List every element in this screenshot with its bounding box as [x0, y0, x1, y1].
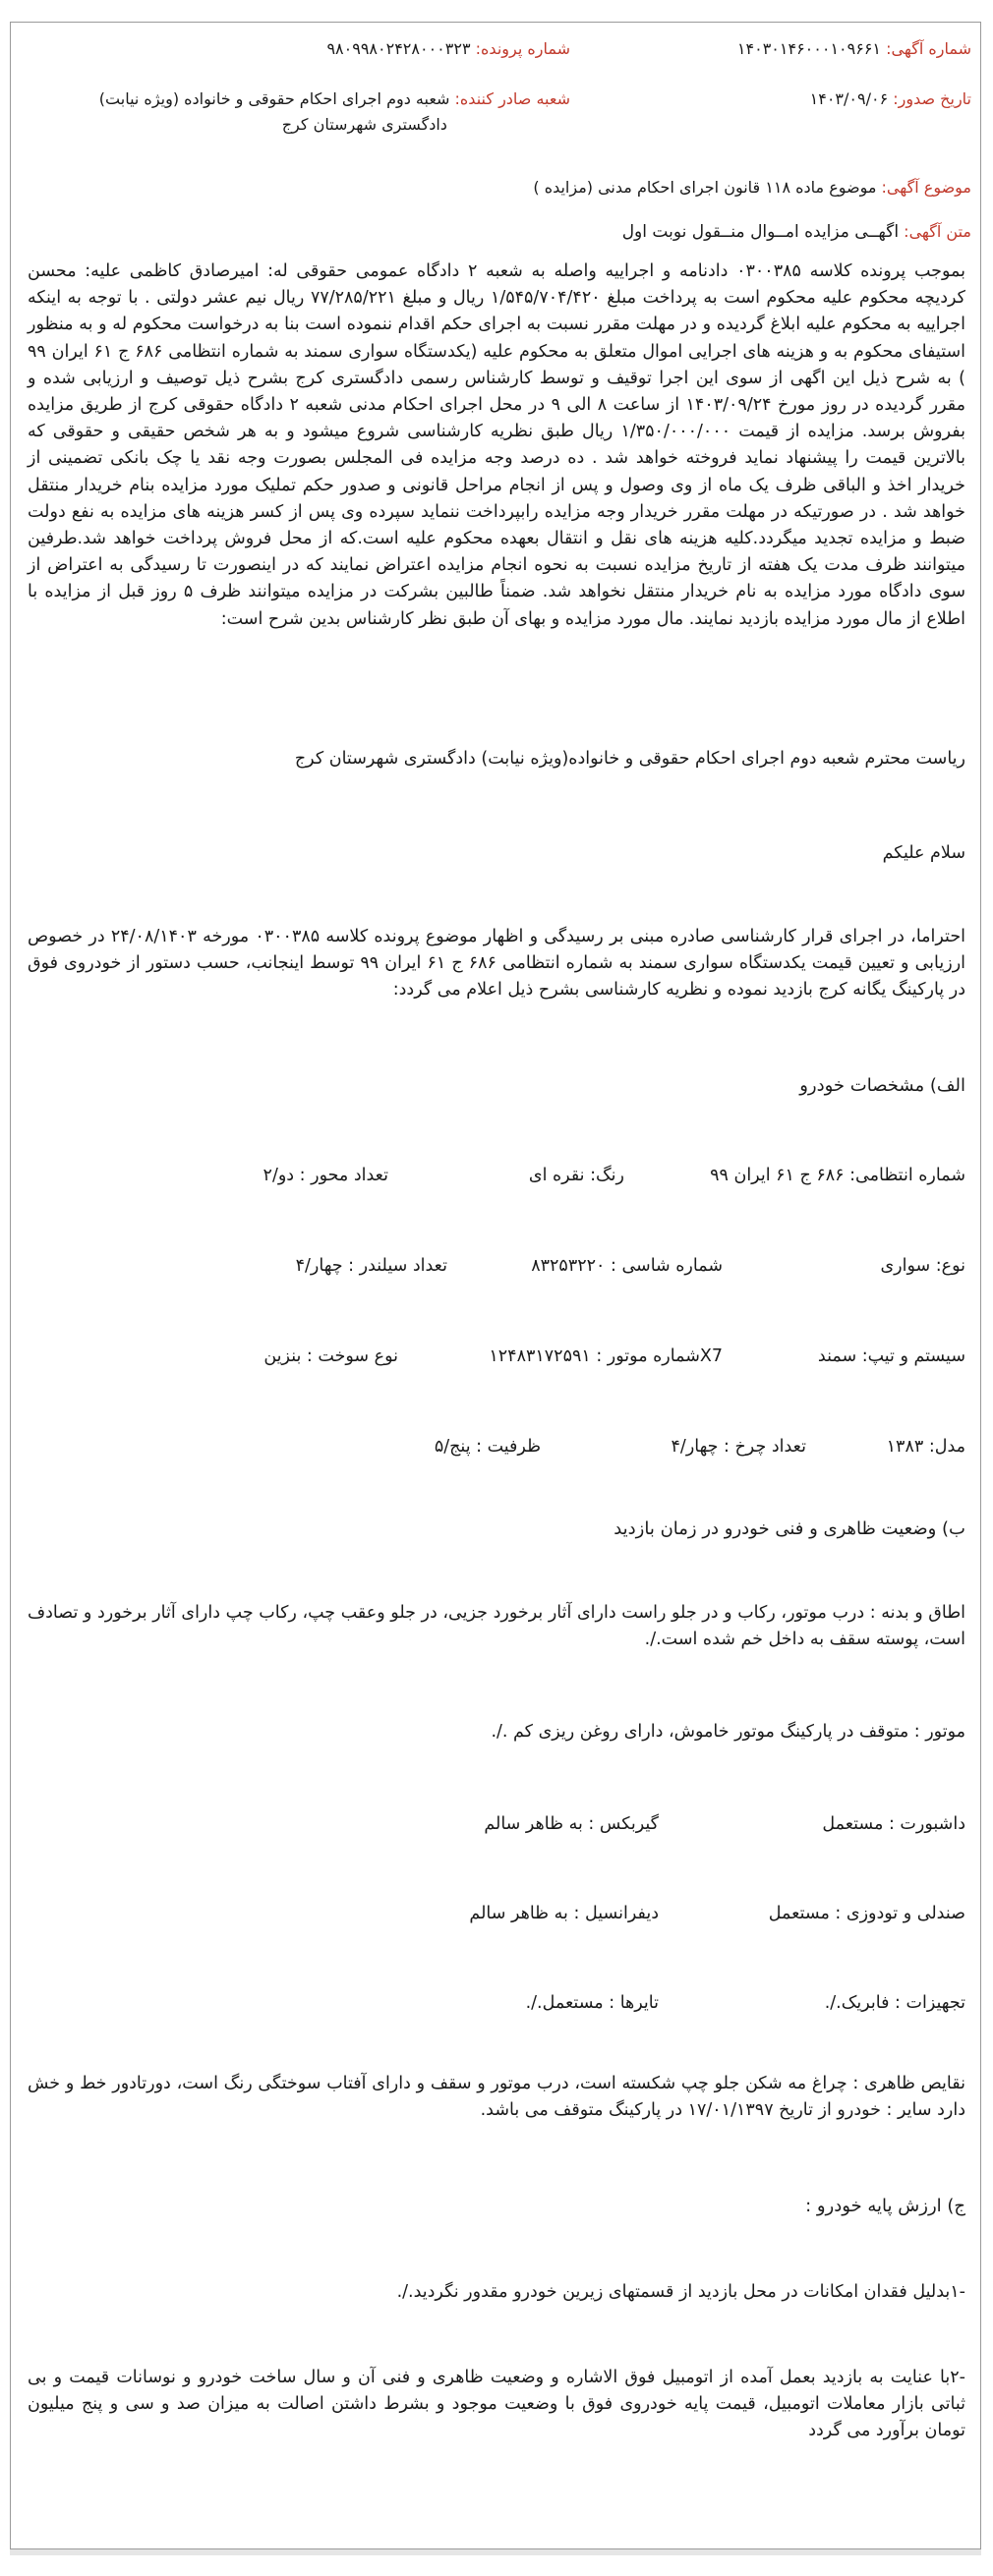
section-b-title: ب) وضعیت ظاهری و فنی خودرو در زمان بازدید: [613, 1518, 965, 1539]
spec-chassis: شماره شاسی : ۸۳۲۵۳۲۲۰: [531, 1256, 723, 1276]
engine-condition: موتور : متوقف در پارکینگ موتور خاموش، دارای روغن ریزی کم ./.: [491, 1722, 965, 1742]
intro-paragraph: احتراما، در اجرای قرار کارشناسی صادره مبنی بر رسیدگی و اظهار موضوع پرونده کلاسه ۰۳۰۰۳۸۵ مورخه ۲۴/۰۸/۱۴۰۳ در خصوص ارزیابی و تعیین قیمت یکدستگاه سواری سمند به شماره انتظامی ۶۸۶ ج ۶۱ ایران ۹۹ توسط اینجانب، حسب دستور از خودروی فوق در پارکینگ یگانه کرج بازدید نموده و نظریه کارشناسی بشرح ذیل اعلام می گردد:: [28, 927, 966, 1001]
issue-date-value: ۱۴۰۳/۰۹/۰۶: [809, 89, 889, 108]
section-a-title: الف) مشخصات خودرو: [799, 1075, 965, 1096]
dashboard-condition: داشبورت : مستعمل: [822, 1814, 965, 1834]
subject-value: موضوع ماده ۱۱۸ قانون اجرای احکام مدنی (مزایده ): [533, 178, 877, 197]
spec-wheels: تعداد چرخ : چهار/۴: [671, 1437, 806, 1457]
spec-type: نوع: سواری: [880, 1256, 965, 1276]
equipment-condition: تجهیزات : فابریک./.: [824, 1993, 965, 2013]
document-bottom-bar: [10, 2549, 981, 2555]
spec-capacity: ظرفیت : پنج/۵: [434, 1437, 541, 1457]
body-paragraph: بموجب پرونده کلاسه ۰۳۰۰۳۸۵ دادنامه و اجراییه واصله به شعبه ۲ دادگاه عمومی حقوقی له: امیرصادق کاظمی علیه: محسن کردیچه محکوم علیه محکوم است به پرداخت مبلغ ۱/۵۴۵/۷۰۴/۴۲۰ ریال و مبلغ ۷۷/۲۸۵/۲۲۱ ریال نیم عشر دولتی . با توجه به اینکه اجراییه به محکوم علیه ابلاغ گردیده و در مهلت مقرر نسبت به اجرای حکم اقدام ننموده است بنا به درخواست محکوم له و به منظور استیفای محکوم به و هزینه های اجرایی اموال متعلق به محکوم علیه (یکدستگاه سواری سمند به شماره انتظامی ۶۸۶ ج ۶۱ ایران ۹۹ ) به شرح ذیل این اگهی از سوی این اجرا توقیف و توسط کارشناس رسمی دادگستری کرج بشرح ذیل توصیف و ارزیابی شده و مقرر گردیده در روز مورخ ۱۴۰۳/۰۹/۲۴ از ساعت ۸ الی ۹ در محل اجرای احکام مدنی شعبه ۲ دادگاه حقوقی کرج از طریق مزایده بفروش برسد. مزایده از قیمت ۱/۳۵۰/۰۰۰/۰۰۰ ریال طبق نظریه کارشناسی شروع میشود و به هر شخص حقیقی و حقوقی که بالاترین قیمت را پیشنهاد نماید فروخته خواهد شد . ده درصد وجه مزایده فی المجلس بصورت وجه نقد یا چک بانکی تضمینی از خریدار اخذ و الباقی ظرف یک ماه از وی وصول و پس از انجام مراحل قانونی و صدور حکم تملیک مورد مزایده بنام خریدار منتقل خواهد شد . در صورتیکه در مهلت مقرر خریدار وجه مزایده رابپرداخت ننماید سپرده وی پس از کسر هزینه های مزایده به نفع دولت ضبط و مزایده تجدید میگردد.کلیه هزینه های نقل و انتقال بعهده محکوم علیه است.که از محل فروش پرداخت خواهد شد.طرفین میتوانند ظرف مدت یک هفته از تاریخ مزایده نسبت به نحوه انجام مزایده اعتراض نمایند که در اینصورت تا رسیدگی به اعتراض از سوی دادگاه مورد مزایده به نام خریدار منتقل نخواهد شد. ضمناً طالبین بشرکت در مزایده میتوانند ظرف ۵ روز قبل از مزایده با اطلاع از مال مورد مزایده بازدید نمایند. مال مورد مزایده و بهای آن طبق نظر کارشناس بدین شرح است:: [28, 261, 966, 629]
spec-system: سیستم و تیپ: سمند: [817, 1346, 965, 1366]
section-c-title: ج) ارزش پایه خودرو :: [805, 2196, 965, 2216]
gearbox-condition: گیربکس : به ظاهر سالم: [484, 1814, 659, 1834]
tires-condition: تایرها : مستعمل./.: [525, 1993, 659, 2013]
spec-engine: X7شماره موتور : ۱۲۴۸۳۱۷۲۵۹۱: [489, 1346, 723, 1366]
value-note-1: -۱بدلیل فقدان امکانات در محل بازدید از قسمتهای زیرین خودرو مقدور نگردید./.: [396, 2282, 965, 2302]
issuing-branch-row-2: [282, 115, 570, 134]
defects-paragraph: نقایص ظاهری : چراغ مه شکن جلو چپ شکسته است، درب موتور و سقف و دارای آفتاب سوختگی رنگ است، دورتادور خط و خش دارد سایر : خودرو از تاریخ ۱۷/۰۱/۱۳۹۷ در پارکینگ متوقف می باشد.: [28, 2074, 965, 2121]
ad-number-row: [737, 39, 971, 58]
issuing-branch-value-2: دادگستری شهرستان کرج: [281, 115, 447, 134]
case-number-value: ۹۸۰۹۹۸۰۲۴۲۸۰۰۰۳۲۳: [326, 39, 471, 58]
differential-condition: دیفرانسیل : به ظاهر سالم: [469, 1904, 659, 1923]
value-note-2: -۲با عنایت به بازدید بعمل آمده از اتومبیل فوق الاشاره و وضعیت ظاهری و فنی آن و سال ساخت خودرو و نوسانات قیمت و بی ثباتی بازار معاملات اتومبیل، قیمت پایه خودروی فوق با وضعیت موجود و بشرط داشتن اصالت به میزان صد و سی و پنج میلیون تومان برآورد می گردد: [28, 2368, 965, 2441]
case-number-row: [326, 39, 570, 58]
subject-row: [533, 178, 971, 197]
greeting: سلام علیکم: [882, 843, 965, 863]
spec-color: رنگ: نقره ای: [528, 1166, 624, 1185]
issuing-branch-label: شعبه صادر کننده:: [454, 89, 570, 108]
ad-text-label: متن آگهی:: [904, 222, 971, 241]
issuing-branch-value: شعبه دوم اجرای احکام حقوقی و خانواده (ویژه نیابت): [98, 89, 450, 108]
issue-date-row: [810, 89, 971, 108]
subject-label: موضوع آگهی:: [881, 178, 971, 197]
body-condition: اطاق و بدنه : درب موتور، رکاب و در جلو راست دارای آثار برخورد جزیی، در جلو وعقب چپ، رکاب چپ دارای آثار برخورد و تصادف است، پوسته سقف به داخل خم شده است./.: [28, 1603, 965, 1650]
issuing-branch-row: [99, 89, 570, 108]
spec-cylinders: تعداد سیلندر : چهار/۴: [295, 1256, 447, 1276]
spec-plate: شماره انتظامی: ۶۸۶ ج ۶۱ ایران ۹۹: [710, 1166, 965, 1185]
addressee: ریاست محترم شعبه دوم اجرای احکام حقوقی و خانواده(ویژه نیابت) دادگستری شهرستان کرج: [294, 749, 965, 769]
issue-date-label: تاریخ صدور:: [893, 89, 971, 108]
seats-condition: صندلی و تودوزی : مستعمل: [768, 1904, 965, 1923]
ad-text-value: اگهــی مزایده امــوال منــقول نوبت اول: [621, 222, 900, 242]
ad-text-row: [622, 222, 971, 242]
ad-number-label: شماره آگهی:: [886, 39, 971, 58]
ad-number-value: ۱۴۰۳۰۱۴۶۰۰۰۱۰۹۶۶۱: [736, 39, 882, 58]
case-number-label: شماره پرونده:: [475, 39, 570, 58]
spec-fuel: نوع سوخت : بنزین: [263, 1346, 398, 1366]
spec-model: مدل: ۱۳۸۳: [886, 1437, 965, 1457]
spec-axles: تعداد محور : دو/۲: [263, 1166, 388, 1185]
